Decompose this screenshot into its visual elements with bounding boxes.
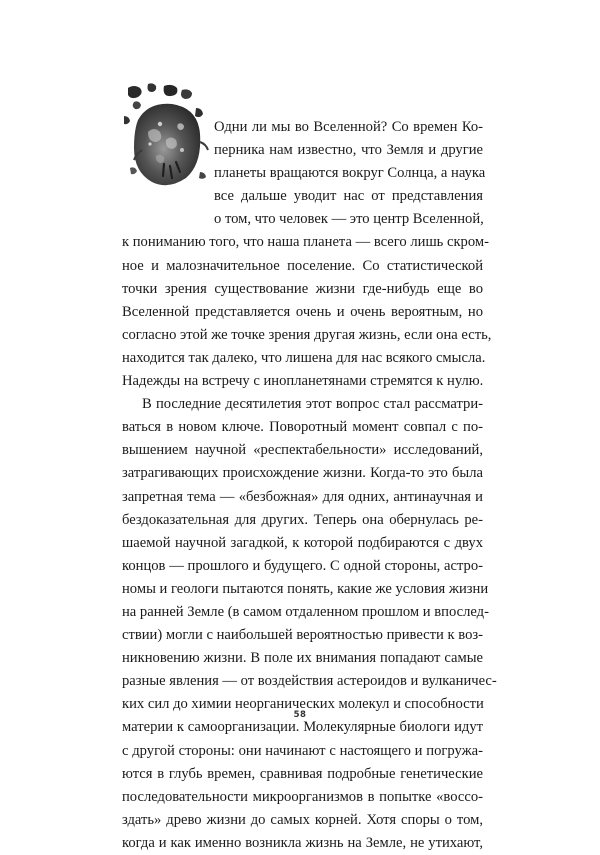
text-line: на ранней Земле (в самом отдаленном прошлом и впослед- — [122, 603, 489, 620]
text-line: согласно этой же точке зрения другая жизнь, если она есть, — [122, 326, 492, 343]
text-line: здать» древо жизни до самых корней. Хотя споры о том, — [122, 811, 483, 828]
text-line: о том, что человек — это центр Вселенной, — [214, 211, 484, 228]
text-line: ких сил до химии неорганических молекул и способности — [122, 696, 484, 713]
text-line: бездоказательная для других. Теперь она обернулась ре- — [122, 511, 483, 528]
body-text — [122, 116, 497, 855]
text-line: запретная тема — «безбожная» для одних, антинаучная и — [122, 488, 483, 505]
text-line: с другой стороны: они начинают с настоящего и погружа- — [122, 742, 483, 759]
text-line: ваться в новом ключе. Поворотный момент совпал с по- — [122, 419, 483, 436]
text-line: все дальше уводит нас от представления — [214, 188, 483, 205]
text-line: планеты вращаются вокруг Солнца, а наука — [214, 165, 486, 182]
text-line: Надежды на встречу с инопланетянами стремятся к нулю. — [122, 373, 484, 390]
text-line: материи к самоорганизации. Молекулярные биологи идут — [122, 719, 483, 736]
text-line: концов — прошлого и будущего. С одной стороны, астро- — [122, 557, 483, 574]
text-line: вышением научной «респектабельности» исследований, — [122, 442, 483, 459]
text-line: когда и как именно возникла жизнь на Земле, не утихают, — [122, 834, 483, 851]
text-line: последовательности микроорганизмов в попытке «воссо- — [122, 788, 483, 805]
text-line: Вселенной представляется очень и очень вероятным, но — [122, 303, 483, 320]
text-line: разные явления — от воздействия астероидов и вулканичес- — [122, 673, 497, 690]
text-line: к пониманию того, что наша планета — всего лишь скром- — [122, 234, 489, 251]
text-line: никновению жизни. В поле их внимания попадают самые — [122, 650, 483, 667]
text-line: находится так далеко, что лишена для нас всякого смысла. — [122, 349, 486, 366]
text-line: точки зрения существование жизни где-нибудь еще во — [122, 280, 483, 297]
text-line: номы и геологи пытаются понять, какие же условия жизни — [122, 580, 489, 597]
text-line: шаемой научной загадкой, к которой подбираются с двух — [122, 534, 483, 551]
text-line: ются в глубь времен, сравнивая подробные генетические — [122, 765, 483, 782]
text-line: ное и малозначительное поселение. Со статистической — [122, 257, 483, 274]
text-line: ствии) могли с наибольшей вероятностью привести к воз- — [122, 627, 483, 644]
text-line: В последние десятилетия этот вопрос стал рассматри- — [142, 396, 483, 413]
text-line: затрагивающих происхождение жизни. Когда-то это была — [122, 465, 483, 482]
text-line: Одни ли мы во Вселенной? Со времен Ко- — [214, 119, 483, 135]
page-number: 58 — [293, 710, 307, 720]
text-line: перника нам известно, что Земля и другие — [214, 142, 483, 159]
